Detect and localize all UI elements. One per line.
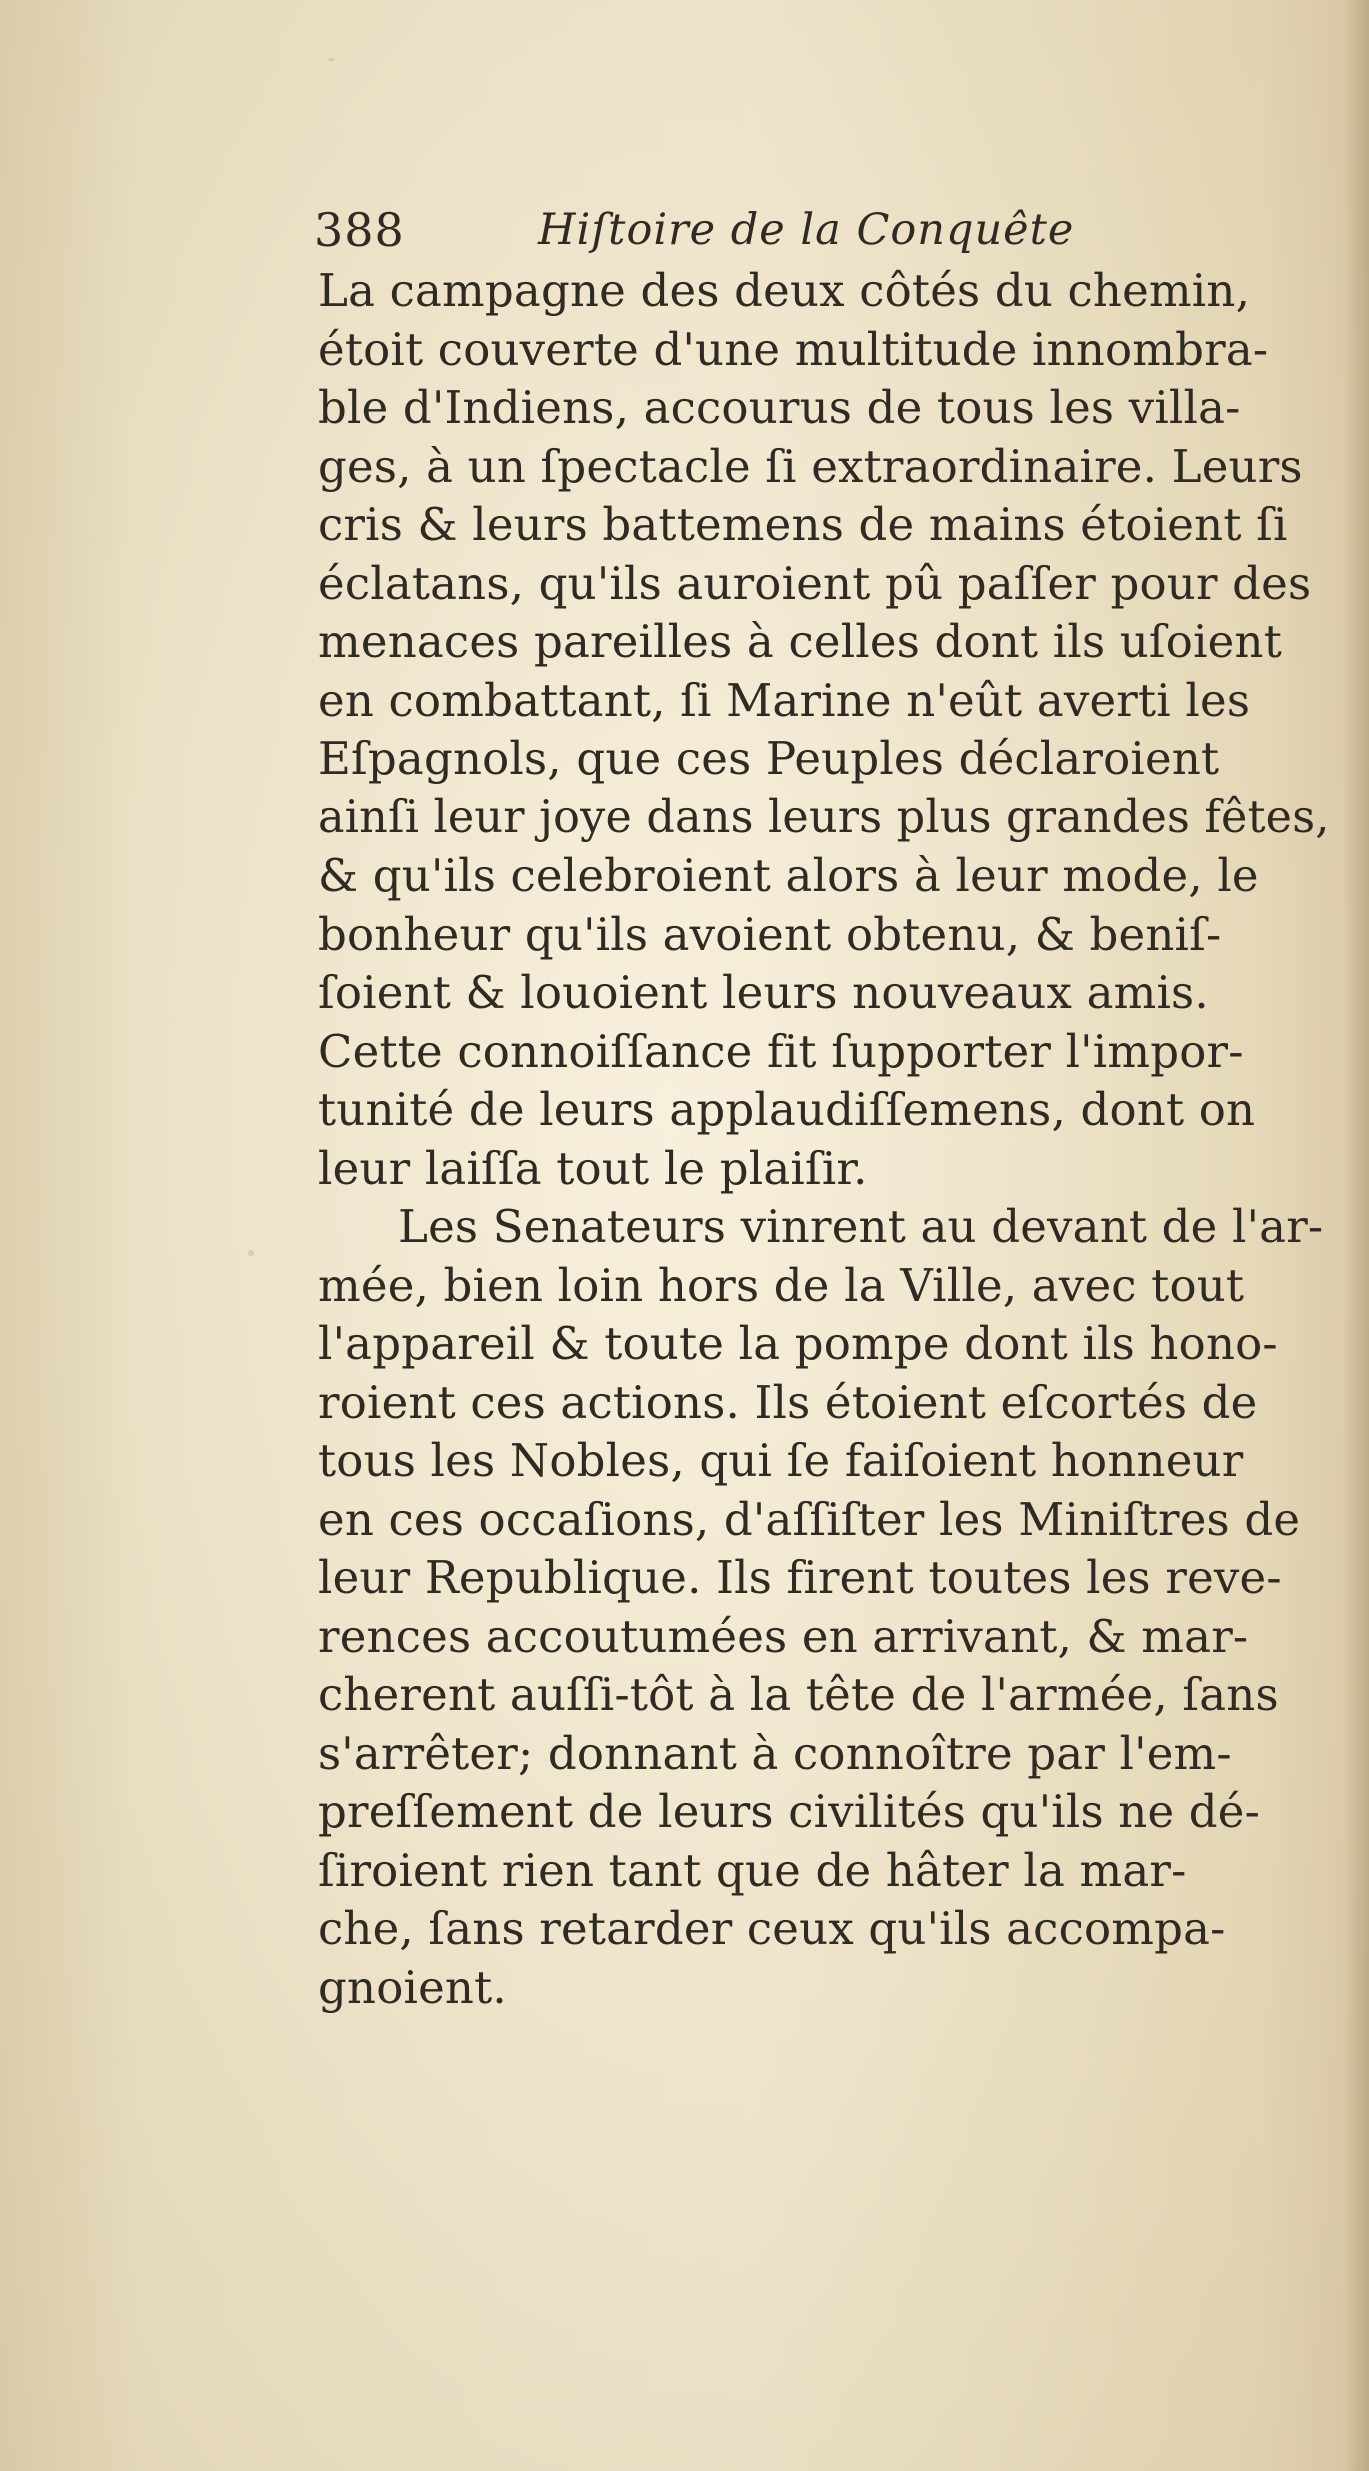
text-line: s'arrêter; donnant à connoître par l'em- — [318, 1726, 1232, 1780]
text-line: che, ſans retarder ceux qu'ils accompa- — [318, 1902, 1226, 1955]
body-text — [318, 262, 1338, 2017]
text-line: tous les Nobles, qui ſe faiſoient honneur — [318, 1434, 1244, 1487]
running-title: Hiſtoire de la Conquête — [538, 205, 1075, 255]
running-header — [314, 195, 1214, 265]
text-line: La campagne des deux côtés du chemin, — [318, 264, 1251, 317]
text-line: ſoient & louoient leurs nouveaux amis. — [318, 966, 1209, 1019]
text-line: cris & leurs battemens de mains étoient ſi — [318, 498, 1288, 551]
text-line: bonheur qu'ils avoient obtenu, & beniſ- — [318, 907, 1222, 961]
text-line: preſſement de leurs civilités qu'ils ne dé- — [318, 1785, 1261, 1838]
text-line: ſiroient rien tant que de hâter la mar- — [318, 1843, 1187, 1897]
paragraph-first-line: Les Senateurs vinrent au devant de l'ar- — [398, 1200, 1324, 1253]
text-line: roient ces actions. Ils étoient eſcortés de — [318, 1375, 1258, 1429]
text-line: ainſi leur joye dans leurs plus grandes fêtes, — [318, 791, 1330, 843]
text-line: menaces pareilles à celles dont ils uſoient — [318, 615, 1282, 668]
text-line: & qu'ils celebroient alors à leur mode, le — [318, 849, 1259, 902]
text-line: tunité de leurs applaudiſſemens, dont on — [318, 1083, 1256, 1136]
text-line: leur laiſſa tout le plaiſir. — [318, 1141, 868, 1195]
text-line: en ces occaſions, d'aſſiſter les Miniſtres de — [318, 1492, 1301, 1546]
text-line: mée, bien loin hors de la Ville, avec tout — [318, 1258, 1245, 1312]
text-line: ges, à un ſpectacle ſi extraordinaire. Leurs — [318, 439, 1303, 493]
text-line: en combattant, ſi Marine n'eût averti les — [318, 673, 1251, 727]
text-line: rences accoutumées en arrivant, & mar- — [318, 1609, 1249, 1663]
text-line: l'appareil & toute la pompe dont ils hono- — [318, 1317, 1278, 1370]
text-line: ble d'Indiens, accourus de tous les villa- — [318, 381, 1241, 434]
text-line: étoit couverte d'une multitude innombra- — [318, 322, 1269, 376]
text-line: gnoient. — [318, 1960, 507, 2014]
ink-speck — [328, 58, 335, 61]
ink-speck — [248, 1250, 254, 1256]
text-line: cherent auſſi-tôt à la tête de l'armée, ſans — [318, 1668, 1279, 1721]
page-edge-shadow — [1343, 0, 1369, 2471]
page-number: 388 — [314, 203, 405, 257]
text-line: Cette connoiſſance fit ſupporter l'impor- — [318, 1024, 1244, 1078]
text-line: Eſpagnols, que ces Peuples déclaroient — [318, 732, 1220, 785]
text-line: éclatans, qu'ils auroient pû paſſer pour des — [318, 556, 1312, 610]
text-line: leur Republique. Ils firent toutes les reve- — [318, 1551, 1282, 1604]
